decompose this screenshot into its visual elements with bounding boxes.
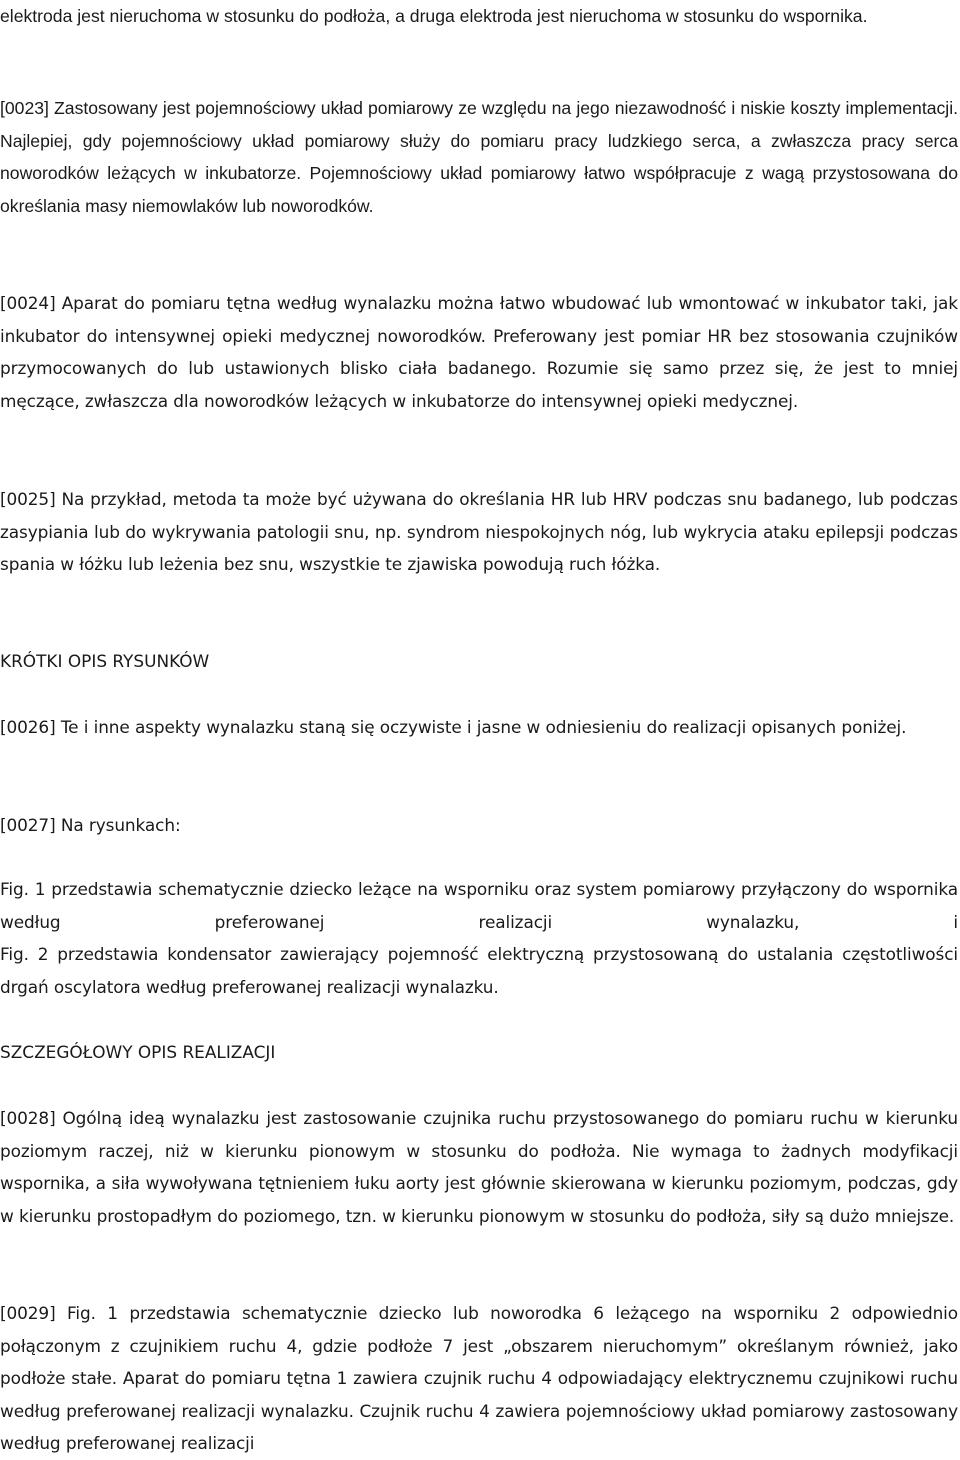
paragraph-0025: [0025] Na przykład, metoda ta może być używana do określania HR lub HRV podczas snu badanego, lub podczas zasypiania lub do wykrywania patologii snu, np. syndrom niespokojnych nóg, lub wykrycia ataku epilepsji podczas spania w łóżku lub leżenia bez snu, wszystkie te zjawiska powodują ruch łóżka. bbox=[0, 489, 958, 575]
paragraph-0022-tail: elektroda jest nieruchoma w stosunku do podłoża, a druga elektroda jest nieruchoma w stosunku do wspornika. bbox=[0, 6, 868, 26]
paragraph-0024: [0024] Aparat do pomiaru tętna według wynalazku można łatwo wbudować lub wmontować w inkubator taki, jak inkubator do intensywnej opieki medycznej noworodków. Preferowany jest pomiar HR bez stosowania czujników przymocowanych do lub ustawionych blisko ciała badanego. Rozumie się samo przez się, że jest to mniej męczące, zwłaszcza dla noworodków leżących w inkubatorze do intensywnej opieki medycznej. bbox=[0, 293, 958, 411]
paragraph-fig-1: Fig. 1 przedstawia schematycznie dziecko leżące na wsporniku oraz system pomiarowy przyłączony do wspornika według preferowanej realizacji wynalazku, i bbox=[0, 879, 958, 932]
section-heading-brief: KRÓTKI OPIS RYSUNKÓW bbox=[0, 651, 210, 671]
section-heading-detailed: SZCZEGÓŁOWY OPIS REALIZACJI bbox=[0, 1042, 276, 1062]
paragraph-0023: [0023] Zastosowany jest pojemnościowy układ pomiarowy ze względu na jego niezawodność i niskie koszty implementacji. Najlepiej, gdy pojemnościowy układ pomiarowy służy do pomiaru pracy ludzkiego serca, a zwłaszcza pracy serca noworodków leżących w inkubatorze. Pojemnościowy układ pomiarowy łatwo współpracuje z wagą przystosowana do określania masy niemowlaków lub noworodków. bbox=[0, 98, 958, 216]
paragraph-0028: [0028] Ogólną ideą wynalazku jest zastosowanie czujnika ruchu przystosowanego do pomiaru ruchu w kierunku poziomym raczej, niż w kierunku pionowym w stosunku do podłoża. Nie wymaga to żadnych modyfikacji wspornika, a siła wywoływana tętnieniem łuku aorty jest głównie skierowana w kierunku poziomym, podczas, gdy w kierunku prostopadłym do poziomego, tzn. w kierunku pionowym w stosunku do podłoża, siły są dużo mniejsze. bbox=[0, 1108, 958, 1226]
paragraph-0027: [0027] Na rysunkach: bbox=[0, 815, 181, 835]
paragraph-0029: [0029] Fig. 1 przedstawia schematycznie dziecko lub noworodka 6 leżącego na wsporniku 2 odpowiednio połączonym z czujnikiem ruchu 4, gdzie podłoże 7 jest „obszarem nieruchomym” określanym również, jako podłoże stałe. Aparat do pomiaru tętna 1 zawiera czujnik ruchu 4 odpowiadający elektrycznemu czujnikowi ruchu według preferowanej realizacji wynalazku. Czujnik ruchu 4 zawiera pojemnościowy układ pomiarowy zastosowany według preferowanej realizacji bbox=[0, 1303, 958, 1454]
paragraph-fig-2: Fig. 2 przedstawia kondensator zawierający pojemność elektryczną przystosowaną do ustalania częstotliwości drgań oscylatora według preferowanej realizacji wynalazku. bbox=[0, 944, 958, 997]
paragraph-0026: [0026] Te i inne aspekty wynalazku staną się oczywiste i jasne w odniesieniu do realizacji opisanych poniżej. bbox=[0, 717, 907, 737]
